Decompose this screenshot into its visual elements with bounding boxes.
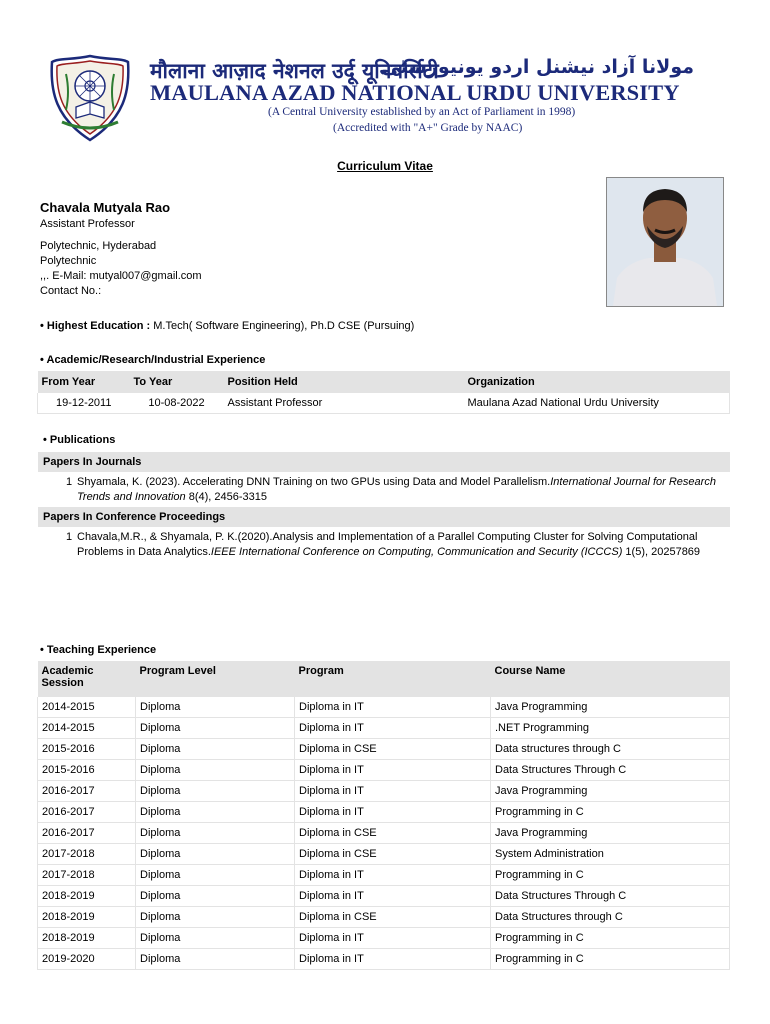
table-cell: 10-08-2022 [130, 393, 224, 414]
university-establishment-note: (A Central University established by an Act of Parliament in 1998) [268, 106, 576, 118]
table-row [38, 802, 730, 823]
entry-number: 1 [66, 531, 73, 543]
table-cell: Diploma [136, 760, 295, 781]
table-row [38, 949, 730, 970]
table-row [38, 781, 730, 802]
table-cell: Java Programming [491, 697, 730, 718]
table-cell: 2018-2019 [38, 928, 136, 949]
profile-photo [606, 177, 724, 307]
table-row [38, 823, 730, 844]
entry-venue: IEEE International Conference on Computing, Communication and Security (ICCCS) [210, 546, 623, 558]
journal-entry [66, 475, 726, 505]
table-cell: System Administration [491, 844, 730, 865]
table-cell: Diploma [136, 844, 295, 865]
university-accreditation-note: (Accredited with "A+" Grade by NAAC) [333, 122, 523, 134]
table-cell: Data Structures Through C [491, 886, 730, 907]
table-row [38, 928, 730, 949]
table-cell: Diploma in IT [295, 949, 491, 970]
entry-details: 1(5), 20257869 [622, 546, 701, 558]
university-name-english: MAULANA AZAD NATIONAL URDU UNIVERSITY [150, 80, 680, 105]
table-cell: Java Programming [491, 823, 730, 844]
column-header: Position Held [224, 371, 464, 393]
table-cell: Diploma in IT [295, 928, 491, 949]
table-cell: .NET Programming [491, 718, 730, 739]
table-header-row [38, 371, 730, 393]
table-cell: 2015-2016 [38, 739, 136, 760]
table-cell: Maulana Azad National Urdu University [464, 393, 730, 414]
table-row [38, 739, 730, 760]
page-title: Curriculum Vitae [337, 159, 433, 173]
column-header: Course Name [491, 661, 730, 697]
teaching-table [37, 661, 730, 970]
table-cell: Diploma [136, 781, 295, 802]
table-row [38, 760, 730, 781]
column-header: Program Level [136, 661, 295, 697]
column-header: From Year [38, 371, 130, 393]
conferences-subheading: Papers In Conference Proceedings [38, 507, 730, 527]
entry-text: Chavala,M.R., & Shyamala, P. K.(2020).Analysis and Implementation of a Parallel Computing Cluster for Solving Computational Problems in Data Analytics. [77, 531, 698, 558]
table-cell: Diploma in CSE [295, 907, 491, 928]
table-row [38, 844, 730, 865]
entry-number: 1 [66, 476, 73, 488]
entry-text: Shyamala, K. (2023). Accelerating DNN Training on two GPUs using Data and Model Parallelism. [77, 476, 551, 488]
table-cell: Diploma [136, 949, 295, 970]
table-cell: Data Structures through C [491, 907, 730, 928]
table-cell: Data structures through C [491, 739, 730, 760]
designation: Assistant Professor [40, 218, 135, 230]
contact-line: Contact No.: [40, 285, 102, 297]
table-cell: 19-12-2011 [38, 393, 130, 414]
table-cell: Diploma [136, 928, 295, 949]
table-cell: Diploma [136, 718, 295, 739]
column-header: To Year [130, 371, 224, 393]
table-cell: 2019-2020 [38, 949, 136, 970]
table-cell: Diploma in IT [295, 697, 491, 718]
highest-education [40, 320, 414, 332]
table-cell: Diploma [136, 697, 295, 718]
table-cell: Diploma [136, 907, 295, 928]
journals-subheading: Papers In Journals [38, 452, 730, 472]
table-row [38, 865, 730, 886]
table-cell: Programming in C [491, 802, 730, 823]
education-label: • Highest Education : [40, 320, 151, 332]
school: Polytechnic [40, 255, 97, 267]
university-header [0, 0, 770, 145]
table-cell: 2016-2017 [38, 781, 136, 802]
university-name-hindi: मौलाना आज़ाद नेशनल उर्दू यूनिवर्सिटी [150, 58, 439, 83]
table-cell: Diploma [136, 802, 295, 823]
column-header: Organization [464, 371, 730, 393]
table-cell: Diploma [136, 865, 295, 886]
table-cell: Diploma [136, 886, 295, 907]
table-cell: Diploma in CSE [295, 844, 491, 865]
table-cell: 2015-2016 [38, 760, 136, 781]
column-header: Program [295, 661, 491, 697]
entry-details: 8(4), 2456-3315 [185, 491, 267, 503]
table-cell: 2018-2019 [38, 886, 136, 907]
university-name-urdu: مولانا آزاد نیشنل اردو یونیورسٹی [381, 56, 694, 78]
table-cell: Diploma in IT [295, 718, 491, 739]
table-cell: Java Programming [491, 781, 730, 802]
table-cell: Diploma [136, 739, 295, 760]
table-row [38, 907, 730, 928]
teaching-heading: • Teaching Experience [40, 644, 157, 656]
conference-entry [66, 530, 726, 560]
table-cell: Assistant Professor [224, 393, 464, 414]
table-row [38, 393, 730, 414]
entry-venue: International Journal for Research Trends and Innovation [77, 476, 716, 503]
table-cell: 2016-2017 [38, 823, 136, 844]
table-cell: Programming in C [491, 928, 730, 949]
table-row [38, 697, 730, 718]
table-row [38, 886, 730, 907]
table-cell: Diploma in IT [295, 781, 491, 802]
table-cell: Diploma in IT [295, 865, 491, 886]
table-cell: Programming in C [491, 949, 730, 970]
table-cell: 2014-2015 [38, 718, 136, 739]
publications-heading: • Publications [43, 434, 116, 446]
table-header-row [38, 661, 730, 697]
table-cell: Diploma in CSE [295, 739, 491, 760]
email-line: ,,. E-Mail: mutyal007@gmail.com [40, 270, 202, 282]
table-cell: Programming in C [491, 865, 730, 886]
table-cell: Data Structures Through C [491, 760, 730, 781]
column-header: Academic Session [38, 661, 136, 697]
person-photo-icon [607, 178, 723, 306]
table-cell: 2016-2017 [38, 802, 136, 823]
experience-heading: • Academic/Research/Industrial Experience [40, 354, 266, 366]
table-cell: 2017-2018 [38, 865, 136, 886]
person-name: Chavala Mutyala Rao [40, 200, 171, 215]
table-cell: 2014-2015 [38, 697, 136, 718]
table-cell: Diploma in IT [295, 760, 491, 781]
table-row [38, 718, 730, 739]
experience-table [37, 371, 730, 414]
department: Polytechnic, Hyderabad [40, 240, 157, 252]
education-value: M.Tech( Software Engineering), Ph.D CSE (Pursuing) [150, 320, 415, 332]
table-cell: Diploma in IT [295, 886, 491, 907]
table-cell: Diploma in CSE [295, 823, 491, 844]
table-cell: 2018-2019 [38, 907, 136, 928]
table-cell: Diploma in IT [295, 802, 491, 823]
table-cell: Diploma [136, 823, 295, 844]
university-emblem-icon [44, 52, 136, 144]
table-cell: 2017-2018 [38, 844, 136, 865]
